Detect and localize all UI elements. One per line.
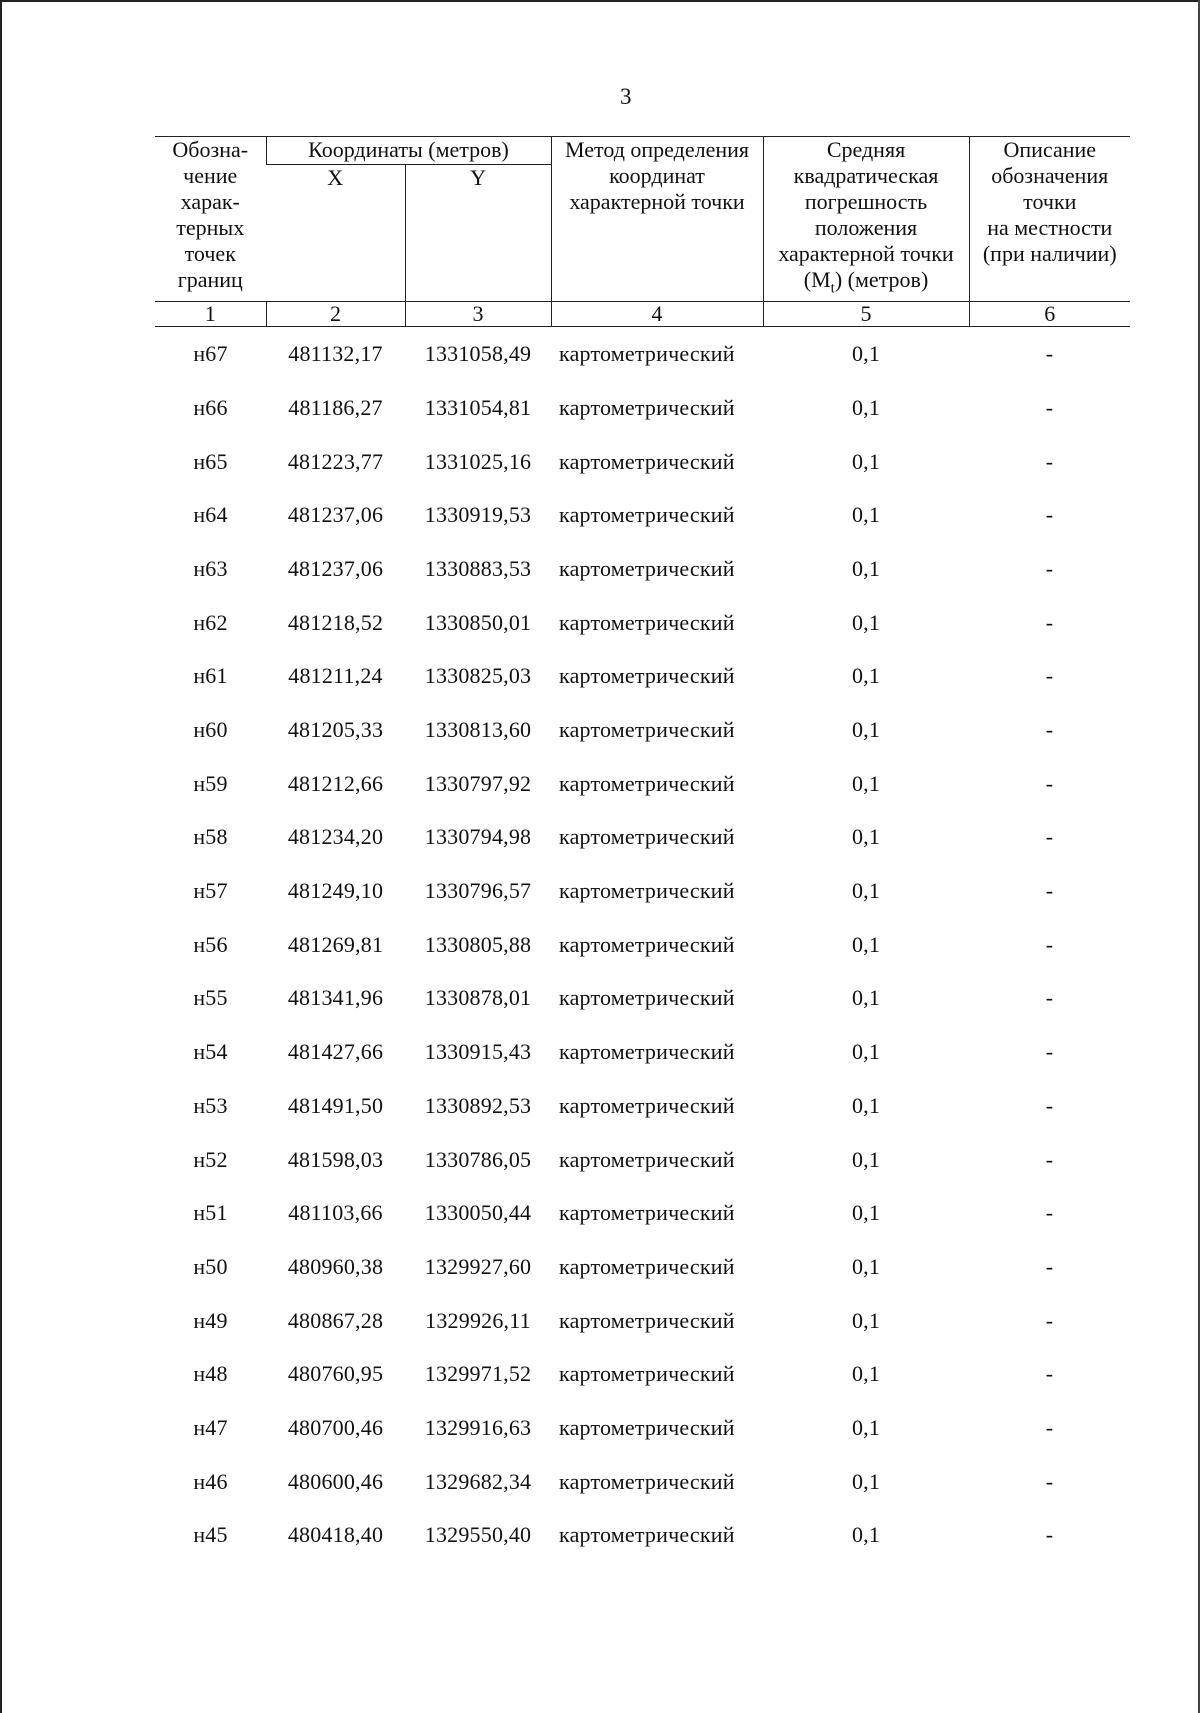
error-cell: 0,1: [851, 931, 881, 957]
y-coordinate-cell: 1330850,01: [424, 609, 532, 635]
y-coordinate-cell: 1330892,53: [424, 1092, 532, 1118]
method-cell: картометрический: [559, 1039, 735, 1065]
point-id-cell: н49: [193, 1307, 228, 1333]
y-coordinate-cell: 1330915,43: [424, 1039, 532, 1065]
description-cell: -: [1045, 931, 1054, 957]
error-cell: 0,1: [851, 1200, 881, 1226]
point-id-cell: н53: [193, 1092, 228, 1118]
column-number: 5: [763, 302, 969, 327]
method-cell: картометрический: [559, 1307, 735, 1333]
point-id-cell: н50: [193, 1253, 228, 1279]
method-cell: картометрический: [559, 1146, 735, 1172]
x-coordinate-cell: 481491,50: [287, 1092, 384, 1118]
x-coordinate-cell: 481598,03: [287, 1146, 384, 1172]
header-row-1: [155, 137, 1130, 165]
y-coordinate-cell: 1330786,05: [424, 1146, 532, 1172]
table-row: [155, 596, 1130, 650]
description-cell: -: [1045, 770, 1054, 796]
method-cell: картометрический: [559, 1468, 735, 1494]
header-designation: Обозна- чение харак- терных точек границ: [155, 137, 266, 302]
error-cell: 0,1: [851, 1468, 881, 1494]
column-number: 1: [155, 302, 266, 327]
point-id-cell: н48: [193, 1361, 228, 1387]
description-cell: -: [1045, 1039, 1054, 1065]
x-coordinate-cell: 480867,28: [287, 1307, 384, 1333]
description-cell: -: [1045, 609, 1054, 635]
point-id-cell: н61: [193, 663, 228, 689]
point-id-cell: н64: [193, 502, 228, 528]
method-cell: картометрический: [559, 502, 735, 528]
point-id-cell: н47: [193, 1414, 228, 1440]
table-row: [155, 1401, 1130, 1455]
y-coordinate-cell: 1330797,92: [424, 770, 532, 796]
header-x: X: [327, 164, 344, 190]
table-body: [155, 327, 1130, 1562]
y-coordinate-cell: 1330883,53: [424, 555, 532, 581]
method-cell: картометрический: [559, 341, 735, 367]
method-cell: картометрический: [559, 1253, 735, 1279]
method-cell: картометрический: [559, 717, 735, 743]
x-coordinate-cell: 481212,66: [287, 770, 384, 796]
header-coordinates-group: Координаты (метров): [266, 137, 551, 165]
y-coordinate-cell: 1329682,34: [424, 1468, 532, 1494]
table-row: [155, 1455, 1130, 1509]
error-cell: 0,1: [851, 1146, 881, 1172]
error-cell: 0,1: [851, 1361, 881, 1387]
description-cell: -: [1045, 1307, 1054, 1333]
y-coordinate-cell: 1331025,16: [424, 448, 532, 474]
point-id-cell: н65: [193, 448, 228, 474]
error-cell: 0,1: [851, 1092, 881, 1118]
boundary-points-table-wrapper: [155, 136, 1130, 1562]
y-coordinate-cell: 1330825,03: [424, 663, 532, 689]
column-numbers-row: [155, 302, 1130, 327]
description-cell: -: [1045, 1361, 1054, 1387]
error-cell: 0,1: [851, 770, 881, 796]
x-coordinate-cell: 481341,96: [287, 985, 384, 1011]
error-cell: 0,1: [851, 448, 881, 474]
table-row: [155, 972, 1130, 1026]
method-cell: картометрический: [559, 824, 735, 850]
y-coordinate-cell: 1329926,11: [425, 1307, 531, 1333]
description-cell: -: [1045, 1414, 1054, 1440]
y-coordinate-cell: 1330805,88: [424, 931, 532, 957]
point-id-cell: н58: [193, 824, 228, 850]
table-row: [155, 488, 1130, 542]
x-coordinate-cell: 481205,33: [287, 717, 384, 743]
x-coordinate-cell: 480760,95: [287, 1361, 384, 1387]
point-id-cell: н57: [193, 878, 228, 904]
table-row: [155, 757, 1130, 811]
boundary-points-table: [155, 136, 1130, 1562]
column-number: 6: [969, 302, 1130, 327]
x-coordinate-cell: 481427,66: [287, 1039, 384, 1065]
method-cell: картометрический: [559, 1414, 735, 1440]
error-cell: 0,1: [851, 878, 881, 904]
point-id-cell: н60: [193, 717, 228, 743]
method-cell: картометрический: [559, 1092, 735, 1118]
y-coordinate-cell: 1331058,49: [424, 341, 532, 367]
description-cell: -: [1045, 341, 1054, 367]
description-cell: -: [1045, 717, 1054, 743]
error-cell: 0,1: [851, 824, 881, 850]
method-cell: картометрический: [559, 555, 735, 581]
page-number: 3: [620, 84, 632, 109]
point-id-cell: н54: [193, 1039, 228, 1065]
error-cell: 0,1: [851, 555, 881, 581]
column-number: 3: [405, 302, 551, 327]
description-cell: -: [1045, 448, 1054, 474]
table-header: [155, 137, 1130, 327]
y-coordinate-cell: 1330813,60: [424, 717, 532, 743]
point-id-cell: н55: [193, 985, 228, 1011]
point-id-cell: н63: [193, 555, 228, 581]
description-cell: -: [1045, 1200, 1054, 1226]
y-coordinate-cell: 1329927,60: [424, 1253, 532, 1279]
column-number: 2: [266, 302, 405, 327]
method-cell: картометрический: [559, 609, 735, 635]
x-coordinate-cell: 481218,52: [287, 609, 384, 635]
table-row: [155, 542, 1130, 596]
description-cell: -: [1045, 878, 1054, 904]
error-cell: 0,1: [851, 341, 881, 367]
description-cell: -: [1045, 502, 1054, 528]
y-coordinate-cell: 1330878,01: [424, 985, 532, 1011]
table-row: [155, 1133, 1130, 1187]
error-cell: 0,1: [851, 1414, 881, 1440]
x-coordinate-cell: 481132,17: [288, 341, 383, 367]
method-cell: картометрический: [559, 1361, 735, 1387]
table-row: [155, 918, 1130, 972]
method-cell: картометрический: [559, 1200, 735, 1226]
y-coordinate-cell: 1330050,44: [424, 1200, 532, 1226]
y-coordinate-cell: 1331054,81: [424, 394, 532, 420]
table-row: [155, 811, 1130, 865]
point-id-cell: н45: [193, 1522, 228, 1548]
x-coordinate-cell: 481237,06: [287, 555, 384, 581]
header-y: Y: [405, 164, 551, 301]
method-cell: картометрический: [559, 931, 735, 957]
x-coordinate-cell: 480418,40: [287, 1522, 384, 1548]
description-cell: -: [1045, 394, 1054, 420]
method-cell: картометрический: [559, 394, 735, 420]
method-cell: картометрический: [559, 663, 735, 689]
x-coordinate-cell: 481103,66: [288, 1200, 383, 1226]
description-cell: -: [1045, 1468, 1054, 1494]
error-cell: 0,1: [851, 1253, 881, 1279]
error-cell: 0,1: [851, 1039, 881, 1065]
description-cell: -: [1045, 1253, 1054, 1279]
table-row: [155, 435, 1130, 489]
error-cell: 0,1: [851, 502, 881, 528]
x-coordinate-cell: 481223,77: [287, 448, 384, 474]
x-coordinate-cell: 481186,27: [288, 394, 383, 420]
description-cell: -: [1045, 985, 1054, 1011]
error-cell: 0,1: [851, 609, 881, 635]
point-id-cell: н62: [193, 609, 228, 635]
description-cell: -: [1045, 1092, 1054, 1118]
method-cell: картометрический: [559, 878, 735, 904]
scan-edge-left: [0, 0, 2, 1713]
method-cell: картометрический: [559, 985, 735, 1011]
error-cell: 0,1: [851, 1307, 881, 1333]
scan-edge-top: [0, 0, 1200, 2]
table-row: [155, 1347, 1130, 1401]
table-row: [155, 1025, 1130, 1079]
method-cell: картометрический: [559, 1522, 735, 1548]
error-cell: 0,1: [851, 985, 881, 1011]
y-coordinate-cell: 1329916,63: [424, 1414, 532, 1440]
point-id-cell: н59: [193, 770, 228, 796]
table-row: [155, 381, 1130, 435]
error-cell: 0,1: [851, 717, 881, 743]
error-cell: 0,1: [851, 663, 881, 689]
point-id-cell: н66: [193, 394, 228, 420]
error-cell: 0,1: [851, 394, 881, 420]
point-id-cell: н56: [193, 931, 228, 957]
y-coordinate-cell: 1330796,57: [424, 878, 532, 904]
x-coordinate-cell: 481234,20: [287, 824, 384, 850]
table-row: [155, 327, 1130, 381]
description-cell: -: [1045, 1522, 1054, 1548]
error-cell: 0,1: [851, 1522, 881, 1548]
y-coordinate-cell: 1329971,52: [424, 1361, 532, 1387]
table-row: [155, 703, 1130, 757]
description-cell: -: [1045, 1146, 1054, 1172]
description-cell: -: [1045, 555, 1054, 581]
x-coordinate-cell: 480700,46: [287, 1414, 384, 1440]
description-cell: -: [1045, 663, 1054, 689]
table-row: [155, 1509, 1130, 1563]
point-id-cell: н46: [193, 1468, 228, 1494]
header-description: Описание обозначения точки на местности (при наличии): [969, 137, 1130, 302]
table-row: [155, 864, 1130, 918]
y-coordinate-cell: 1330794,98: [424, 824, 532, 850]
y-coordinate-cell: 1330919,53: [424, 502, 532, 528]
x-coordinate-cell: 480600,46: [287, 1468, 384, 1494]
table-row: [155, 1186, 1130, 1240]
header-mean-square-error: Средняя квадратическая погрешность положения характерной точки $(M_t)$ (метров): [763, 137, 969, 302]
method-cell: картометрический: [559, 770, 735, 796]
x-coordinate-cell: 481211,24: [288, 663, 383, 689]
y-coordinate-cell: 1329550,40: [424, 1522, 532, 1548]
point-id-cell: н52: [193, 1146, 228, 1172]
point-id-cell: н51: [193, 1200, 228, 1226]
x-coordinate-cell: 480960,38: [287, 1253, 384, 1279]
point-id-cell: н67: [193, 341, 228, 367]
header-method: Метод определения координат характерной точки: [551, 137, 763, 302]
x-coordinate-cell: 481269,81: [287, 931, 384, 957]
column-number: 4: [551, 302, 763, 327]
x-coordinate-cell: 481237,06: [287, 502, 384, 528]
table-row: [155, 1240, 1130, 1294]
table-row: [155, 1294, 1130, 1348]
x-coordinate-cell: 481249,10: [287, 878, 384, 904]
header-error-unit: $(M_t)$ (метров): [803, 267, 929, 297]
table-row: [155, 1079, 1130, 1133]
table-row: [155, 650, 1130, 704]
description-cell: -: [1045, 824, 1054, 850]
method-cell: картометрический: [559, 448, 735, 474]
